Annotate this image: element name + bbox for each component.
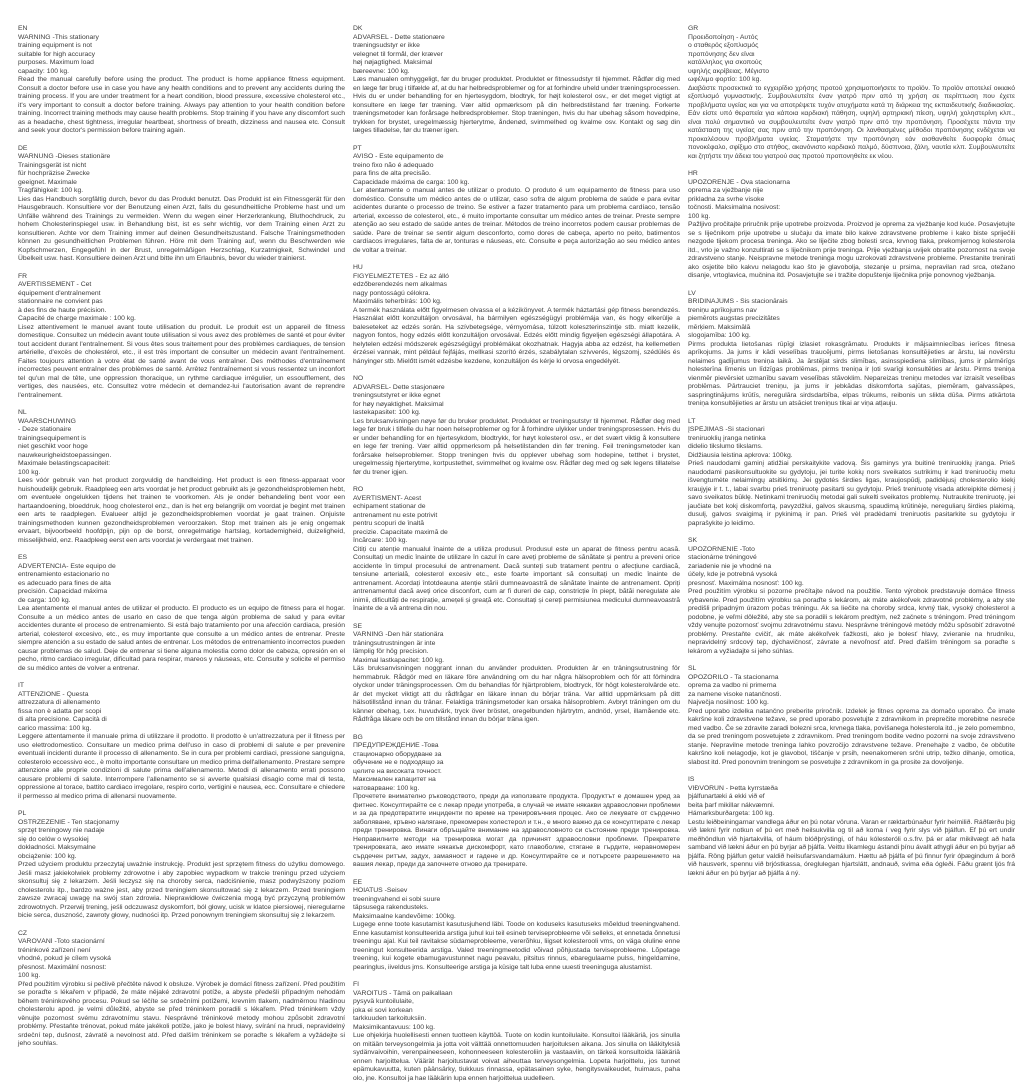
language-code: FR [18, 272, 28, 280]
warning-heading-line: edzőberendezés nem alkalmas [353, 281, 448, 288]
warning-heading-line: Maximális teherbírás: 100 kg. [353, 298, 442, 305]
warning-body-text: Lea atentamente el manual antes de utilizar el producto. El producto es un equipo de fitness para el hogar. Consulte a un médico antes de usarlo en caso de que tenga algún problema de salud y para evitar accidentes durante el proceso de entrenamiento. Si está bajo tratamiento por una afección cardiaca, presión arterial, colesterol excesivo, etc., es muy importante que consulte a un médico antes de entrenar. Preste siempre atención a su estado de salud antes de entrenar. Los métodos de entrenamiento incorrectos pueden causar problemas de salud. Deje de entrenar si tiene alguna molestia como dolor de cabeza, opresión en el pecho, ritmo cardiaco irregular, dificultad para respirar, mareos y náuseas, etc. Consulte y solicite el permiso de su médico antes de volver a entrenar. [18, 605, 345, 672]
language-code: RO [353, 486, 364, 493]
warning-heading-line: treino fixo não é adequado [353, 161, 434, 169]
language-code: BG [353, 733, 363, 741]
warning-heading-line: Προειδοποίηση - Αυτός [688, 33, 758, 41]
warning-heading [18, 819, 345, 862]
warning-heading [353, 153, 680, 187]
warning-heading [688, 298, 1015, 341]
warning-heading-line: echipament stationar de [353, 503, 426, 510]
warning-heading [18, 938, 345, 981]
warning-body-text: Læs manualen omhyggeligt, før du bruger produktet. Produktet er fitnessudstyr til hjemmet. Rådfør dig med en læge før brug i tilfælde af, at du har helbredsproblemer og for at forhindre uheld under træningsprocessen. Hvis du er under behandling for en hjertesygdom, blodtryk, for højt kolesterol osv., er det meget vigtigt at konsultere en læge før træning. Vær altid opmærksom på din helbredstilstand før træning. Forkerte træningsmetoder kan forårsage helbredsproblemer. Stop træningen, hvis du har ubehag såsom hovedpine, trykken for brystet, uregelmæssig hjerterytme, åndenød, svimmelhed og kvalme osv. Kontakt og søg din læges tilladelse, før du træner igen. [353, 76, 680, 134]
warning-heading-line: es adecuado para fines de alta [18, 579, 111, 587]
language-code: ES [18, 554, 28, 561]
warning-heading-line: lastekapasitet: 100 kg. [353, 409, 421, 416]
warning-heading-line: training equipment is not [18, 42, 93, 49]
warning-heading-line: обучение не е подходящо за [353, 759, 444, 766]
language-section-sk [688, 537, 1015, 656]
language-code: EE [353, 878, 363, 886]
warning-heading-line: натоварване: 100 kg. [353, 784, 420, 792]
warning-heading-line: VIÐVÖRUN - Þetta kyrrstæða [688, 784, 778, 792]
language-code: LV [688, 289, 696, 297]
warning-heading [688, 785, 1015, 819]
warning-heading [18, 281, 345, 324]
warning-heading-line: oprema za vježbanje nije [688, 187, 764, 194]
language-section-ro [353, 486, 680, 614]
warning-heading-line: stationnaire ne convient pas [18, 298, 103, 305]
warning-heading-line: целите на високата точност. [353, 767, 442, 775]
warning-heading-line: capacity: 100 kg. [18, 67, 70, 75]
warning-heading-line: stacionárne tréningové [688, 554, 757, 561]
warning-heading-line: oprema za vadbo ni primerna [688, 682, 777, 689]
warning-heading-line: încărcare: 100 kg. [353, 537, 408, 544]
warning-heading [353, 495, 680, 546]
warning-heading [18, 691, 345, 734]
warning-heading-line: tarkkuuden tarkoituksiin. [353, 1015, 427, 1022]
warning-heading-line: 100 kg. [688, 212, 711, 220]
warning-heading-line: de carga: 100 kg. [18, 596, 71, 604]
language-code: PT [353, 144, 362, 152]
language-code: LT [688, 417, 696, 425]
language-section-pt [353, 145, 680, 256]
language-section-se [353, 623, 680, 725]
language-code: NL [18, 409, 27, 416]
warning-heading [688, 34, 1015, 85]
warning-body-text: A termék használata előtt figyelmesen olvassa el a kézikönyvet. A termék háztartási gép fitness berendezés. Használat előtt konzultáljon orvosával, ha bármilyen egészségügyi problémája van, és hogy elkerülje a baleseteket az edzés során. Ha szívbetegsége, vérnyomása, túlzott koleszterinszintje stb. miatt kezelik, nagyon fontos, hogy edzés előtt konzultáljon orvosával. Edzés előtt mindig figyeljen egészségi állapotára. A helytelen edzési módszerek egészségügyi problémákat okozhatnak. Hagyja abba az edzést, ha kellemetlen érzései vannak, mint például fejfájás, mellkasi szorító érzés, szabálytalan szívverés, légszomj, szédülés és hányinger stb. Mielőtt ismét edzésbe kezdene, konzultáljon és kérje ki orvosa engedélyét. [353, 306, 680, 365]
warning-heading-line: fissa non è adatta per scopi [18, 707, 102, 715]
language-code: NO [353, 375, 364, 382]
warning-heading-line: ADVARSEL - Dette stationære [353, 33, 445, 41]
text-column [688, 25, 1015, 1016]
warning-heading-line: točnosti. Maksimalna nosivost: [688, 204, 781, 211]
warning-heading-line: nauwkeurigheidstoepassingen. [18, 451, 112, 459]
warning-heading-line: mērķiem. Maksimālā [688, 323, 751, 331]
language-code: SK [688, 537, 698, 544]
warning-heading-line: FIGYELMEZTETÉS - Ez az álló [353, 272, 449, 280]
warning-heading [353, 990, 680, 1033]
warning-heading-line: přesnost. Maximální nosnost: [18, 963, 107, 971]
warning-heading-line: OPOZORILO - Ta stacionarna [688, 673, 779, 681]
warning-heading-line: Maksimikantavuus: 100 kg. [353, 1023, 435, 1031]
language-code: IS [688, 776, 695, 783]
language-code: HU [353, 264, 363, 271]
warning-heading-line: HOIATUS -Seisev [353, 887, 408, 894]
warning-body-text: Läs bruksanvisningen noggrant innan du använder produkten. Produkten är en träningsutrustning för hemmabruk. Rådgör med en läkare före användning om du har några hälsoproblem och för att förhindra olyckor under träningsprocessen. Om du behandlas för hjärtproblem, blodtryck, för högt kolesterolvärde etc. är det mycket viktigt att du rådfrågar en läkare innan du börjar träna. Var alltid uppmärksam på ditt hälsotillstånd innan du tränar. Felaktiga träningsmetoder kan orsaka hälsoproblem. Avbryt träningen om du känner obehag, t.ex. huvudvärk, tryck över bröstet, oregelbunden hjärtrytm, andnöd, yrsel, illamående etc. Rådfråga läkare och be om tillstånd innan du börjar träna igen. [353, 665, 680, 723]
language-section-de [18, 145, 345, 264]
warning-heading-line: Maximal lastkapacitet: 100 kg. [353, 656, 445, 664]
language-code: FI [353, 981, 360, 988]
warning-heading-line: entrenamiento estacionario no [18, 571, 110, 578]
warning-heading-line: niet geschikt voor hoge [18, 443, 88, 450]
warning-heading-line: AVERTISSEMENT - Cet [18, 281, 92, 288]
warning-heading-line: slogojamība: 100 kg. [688, 332, 751, 339]
language-section-es [18, 554, 345, 673]
warning-heading-line: WAARSCHUWING [18, 417, 76, 425]
warning-body-text: Ler atentamente o manual antes de utilizar o produto. O produto é um equipamento de fitness para uso doméstico. Consulte um médico antes de o utilizar, caso sofra de algum problema de saúde e para evitar acidentes durante o processo de treino. Se estiver a fazer tratamento para um problema cardíaco, tensão arterial, excesso de colesterol, etc., é muito importante consultar um médico antes de treinar. Preste sempre atenção ao seu estado de saúde antes de treinar. Métodos de treino incorretos podem causar problemas de saúde. Pare de treinar se sentir algum desconforto, como dores de cabeça, aperto no peito, batimentos cardíacos irregulares, falta de ar, tonturas e náuseas, etc. Consulte e peça autorização ao seu médico antes de voltar a treinar. [353, 187, 680, 254]
warning-body-text: Pažljivo pročitajte priručnik prije upotrebe proizvoda. Proizvod je oprema za vježbanje kod kuće. Posavjetujte se s liječnikom prije upotrebe u slučaju da imate bilo kakve zdravstvene probleme i kako biste spriječili nezgode tijekom procesa treninga. Ako se liječite zbog bolesti srca, krvnog tlaka, prekomjernog kolesterola itd., vrlo je važno konzultirati se s liječnikom prije treninga. Prije vježbanja uvijek obratite pozornost na svoje zdravstveno stanje. Neispravne metode treninga mogu uzrokovati zdravstvene probleme. Prestanite trenirati ako osjetite bilo kakvu nelagodu kao što je glavobolja, stezanje u prsima, nepravilan rad srca, otežano disanje, vrtoglavica, mučnina itd. Posavjetujte se i tražite dopuštenje liječnika prije ponovnog vježbanja. [688, 221, 1015, 279]
warning-heading [18, 418, 345, 478]
warning-heading-line: treningsutstyret er ikke egnet [353, 392, 441, 399]
warning-heading-line: WARNUNG -Dieses stationäre [18, 153, 111, 160]
warning-heading-line: à des fins de haute précision. [18, 306, 107, 314]
warning-heading-line: velegnet til formål, der kræver [353, 50, 443, 58]
warning-heading-line: VAROVÁNÍ -Toto stacionární [18, 938, 105, 945]
language-section-no [353, 375, 680, 477]
warning-body-text: Před použitím výrobku si pečlivě přečtěte návod k obsluze. Výrobek je domácí fitness zařízení. Před použitím se poraďte s lékařem v případě, že máte nějaké zdravotní potíže, a abyste předešli případným nehodám během tréninkového procesu. Pokud se léčíte se srdečními potížemi, krevním tlakem, nadměrnou hladinou cholesterolu apod. je velmi důležité, abyste se před tréninkem poradili s lékařem. Před tréninkem vždy věnujte pozornost svému zdravotnímu stavu. Nesprávné tréninkové metody mohou způsobit zdravotní problémy. Přestaňte trénovat, pokud máte jakékoli potíže, jako je bolest hlavy, svírání na hrudi, nepravidelný srdeční tep, dušnost, závratě a nevolnost atd. Před dalším tréninkem se poraďte s lékařem a vyžádejte si jeho souhlas. [18, 980, 345, 1047]
language-code: SE [353, 622, 363, 630]
warning-heading-line: trainingsequipement is [18, 434, 87, 442]
language-section-it [18, 682, 345, 801]
warning-body-text: Pirms produkta lietošanas rūpīgi izlasiet rokasgrāmatu. Produkts ir mājsaimniecības ierīces fitnesa aprīkojums. Ja jums ir kādi veselības traucējumi, pirms lietošanas konsultējieties ar ārstu, lai novērstu nelaimes gadījumus treniņa laikā. Ja ārstējat sirds slimības, asinsspiediena slimības, jums ir pārmērīgs holesterīna līmenis un līdzīgas problēmas, pirms treniņa ir ļoti svarīgi konsultēties ar ārstu. Pirms treniņa vienmēr pievērsiet uzmanību savam veselības stāvoklim. Nepareizas treniņu metodes var izraisīt veselības problēmas. Pārtrauciet treniņu, ja jums ir jebkādas diskomforta sajūtas, piemēram, galvassāpes, saspringtinājums krūtīs, neregulāra sirdsdarbība, elpas trūkums, reibonis un slikta dūša. Pirms atkārtota treniņa konsultējieties ar ārstu un atsāciet treniņus tikai ar viņa atļauju. [688, 340, 1015, 407]
warning-heading-line: for høy nøyaktighet. Maksimal [353, 400, 444, 408]
warning-heading-line: UPOZORNENIE -Toto [688, 545, 755, 553]
language-code: DE [18, 144, 28, 152]
warning-heading [353, 742, 680, 793]
warning-heading-line: 100 kg. [18, 972, 41, 979]
language-section-sl [688, 665, 1015, 767]
warning-heading [688, 546, 1015, 589]
warning-body-text: Lue ohjekirja huolellisesti ennen tuotteen käyttöä. Tuote on kodin kuntoilulaite. Konsultoi lääkäriä, jos sinulla on mitään terveysongelmia ja jotta voit välttää onnettomuuden harjoituksen aikana. Jos sinulla on lääkityksiä sydänvaivoihin, verenpaineeseen, kohonneeseen kolesteroliin ja vastaaviin, on tärkeä konsultoida lääkäriä ennen harjoittelua. Väärät harjoitustavat voivat aiheuttaa terveysongelmia. Lopeta harjoittelu, jos tunnet epämukavuutta, kuten päänsärky, tiukkuus rinnassa, epätasainen syke, hengitysvaikeudet, huimaus, paha olo, jne. Konsultoi ja hae lääkärin lupa ennen harjoittelua uudelleen. [353, 1032, 680, 1082]
warning-heading-line: prikladna za svrhe visoke [688, 195, 765, 203]
warning-heading-line: Максимален капацитет на [353, 776, 436, 783]
warning-heading-line: OSTRZEŻENIE - Ten stacjonarny [18, 818, 120, 826]
warning-heading-line: joka ei sovi korkean [353, 1006, 413, 1014]
language-section-bg [353, 734, 680, 870]
warning-heading-line: beita þarf mikillar nákvæmni. [688, 801, 775, 809]
warning-heading-line: vhodné, pokud je cílem vysoká [18, 955, 111, 962]
warning-heading-line: ATTENZIONE - Questa [18, 690, 89, 698]
warning-heading-line: piemērots augstas precizitātes [688, 315, 780, 322]
warning-heading-line: ADVARSEL- Dette stasjonære [353, 383, 445, 391]
warning-heading-line: treeningvahend ei sobi suure [353, 895, 441, 903]
warning-heading-line: attrezzatura di allenamento [18, 699, 100, 706]
language-code: PL [18, 810, 27, 817]
language-code: DK [353, 25, 363, 32]
language-section-ee [353, 879, 680, 973]
warning-heading-line: AVISO - Este equipamento de [353, 153, 444, 160]
warning-heading-line: zariadenie nie je vhodné na [688, 562, 772, 570]
warning-heading-line: účely, kde je potrebná vysoká [688, 571, 778, 578]
warning-body-text: Lisez attentivement le manuel avant toute utilisation du produit. Le produit est un appareil de fitness domestique. Consultez un médecin avant toute utilisation si vous avez des problèmes de santé et pour éviter tout accident durant l'entraînement. Si vous êtes sous traitement pour des problèmes cardiaques, de tension artérielle, d'excès de cholestérol, etc., il est très important de consulter un médecin avant l'entraînement. Faites toujours attention à votre état de santé avant de vous entraîner. Des méthodes d'entraînement incorrectes peuvent entraîner des problèmes de santé. Arrêtez l'entraînement si vous ressentez un inconfort tel qu'un mal de tête, une oppression thoracique, un rythme cardiaque irrégulier, un essoufflement, des vertiges, des nausées, etc. Consultez votre médecin et demandez-lui l'autorisation avant de reprendre l'entraînement. [18, 323, 345, 399]
warning-heading-line: für hochpräzise Zwecke [18, 170, 90, 177]
warning-heading [353, 34, 680, 77]
warning-heading-line: Maximale belastingscapaciteit: [18, 460, 111, 467]
warning-heading-line: obciążenie: 100 kg. [18, 852, 77, 860]
warning-heading-line: sprzęt treningowy nie nadaje [18, 827, 105, 834]
warning-heading-line: Največja nosilnost: 100 kg. [688, 699, 769, 706]
warning-heading-line: træningsudstyr er ikke [353, 42, 420, 49]
language-section-hu [353, 264, 680, 366]
language-section-hr [688, 170, 1015, 281]
warning-body-text: Διαβάστε προσεκτικά το εγχειρίδιο χρήσης προτού χρησιμοποιήσετε το προϊόν. Το προϊόν αποτελεί οικιακό εξοπλισμό γυμναστικής. Συμβουλευτείτε έναν γιατρό πριν από τη χρήση σε περίπτωση που έχετε προβλήματα υγείας και για να αποτρέψετε τυχόν ατυχήματα κατά τη διάρκεια της εκπαιδευτικής διαδικασίας. Εάν είστε υπό θεραπεία για κάποια καρδιακή πάθηση, υψηλή αρτηριακή πίεση, υψηλή χοληστερίνη κλπ., είναι πολύ σημαντικό να συμβουλευτείτε έναν γιατρό πριν από την προπόνηση. Προσέχετε πάντα την κατάσταση της υγείας σας πριν από την προπόνηση. Οι λανθασμένες μέθοδοι προπόνησης ενδέχεται να προκαλέσουν προβλήματα υγείας. Σταματήστε την προπόνηση εάν αισθανθείτε δυσφορία όπως πονοκέφαλο, σφίξιμο στο στήθος, ακανόνιστο καρδιακό παλμό, δύσπνοια, ζάλη, ναυτία κλπ. Συμβουλευτείτε και ζητήστε την άδεια του γιατρού σας προτού προπονηθείτε εκ νέου. [688, 84, 1015, 160]
warning-heading-line: BRĪDINĀJUMS - Šis stacionārais [688, 298, 788, 305]
warning-heading-line: Didžiausia leistina apkrova: 100kg. [688, 451, 793, 459]
warning-heading [688, 426, 1015, 460]
warning-body-text: Pred uporabo izdelka natančno preberite priročnik. Izdelek je fitnes oprema za domačo uporabo. Če imate kakršne koli zdravstvene težave, se pred uporabo posvetujte z zdravnikom in preprečite morebitne nesreče med vadbo. Če se zdravite zaradi bolezni srca, krvnega tlaka, povišanega holesterola itd., je zelo pomembno, da se pred treningom posvetujete z zdravnikom. Pred treningom bodite vedno pozorni na svoje zdravstveno stanje. Nepravilne metode treninga lahko povzročijo zdravstvene težave. Prenehajte z vadbo, če občutite kakršno koli nelagodje, kot je glavobol, tiščanje v prsih, neenakomeren srčni utrip, težko dihanje, omotica, slabost itd. Pred ponovnim treningom se posvetujte z zdravnikom in ga prosite za dovoljenje. [688, 707, 1015, 766]
warning-heading-line: υψηλής ακρίβειας. Μέγιστο [688, 67, 769, 75]
language-section-nl [18, 409, 345, 545]
warning-heading-line: carico massima: 100 kg. [18, 724, 92, 732]
warning-heading-line: AVERTISMENT- Acest [353, 494, 422, 502]
language-section-is [688, 776, 1015, 878]
warning-heading-line: dokładności. Maksymalne [18, 844, 96, 851]
warning-body-text: Les bruksanvisningen nøye før du bruker produktet. Produktet er treningsutstyr til hjemmet. Rådfør deg med lege før bruk i tilfelle du har noen helseproblemer og for å forhindre ulykker under treningsprosessen. Hvis du er under behandling for en hjertesykdom, blodtrykk, for høyt kolesterol osv., er det svært viktig å konsultere en lege før trening. Vær alltid oppmerksom på helsetilstanden din før trening. Feil treningsmetoder kan forårsake helseproblemer. Stopp treningen hvis du opplever ubehag som hodepine, tetthet i brystet, uregelmessig hjerterytme, kortpustethet, svimmelhet og kvalme osv. Rådfør deg med og søk legens tillatelse før du trener igjen. [353, 417, 680, 476]
language-section-lt [688, 418, 1015, 529]
language-section-dk [353, 25, 680, 136]
warning-heading-line: ПРЕДУПРЕЖДЕНИЕ -Това [353, 742, 439, 749]
warning-heading-line: treniņu aprīkojums nav [688, 306, 757, 314]
warning-body-text: Lestu leiðbeiningarnar vandlega áður en þú notar vöruna. Varan er ræktarbúnaður fyrir heimilið. Ráðfærðu þig við lækni fyrir notkun ef þú ert með heilsukvilla og til að koma í veg fyrir slys við þjálfun. Ef þú ert undir meðhöndlun við hjartakvilla, of háum blóðþrýstingi, of háu kólesteróli o.s.frv. þá er afar mikilvægt að hafa samband við lækni áður en þú byrjar að þjálfa. Veittu líkamlegu ástandi þínu ávallt athygli áður en þú byrjar að þjálfa. Röng þjálfun getur valdið heilsufarsvandamálum. Hættu að þjálfa ef þú finnur fyrir óþægindum á borð við hausverk, spennu við brjóstkassa, óreglulegan hjartslátt, andnauð, svima eða ógleði. Fáðu grænt ljós frá lækni áður en þú byrjar að þjálfa á ný. [688, 818, 1015, 877]
warning-heading [18, 153, 345, 196]
language-section-lv [688, 290, 1015, 409]
warning-heading-line: nagy pontosságú célokra. [353, 289, 431, 297]
warning-heading-line: antrenament nu este potrivit [353, 511, 438, 519]
warning-heading-line: lämplig för hög precision. [353, 648, 429, 655]
warning-heading-line: pentru scopuri de înaltă [353, 520, 425, 527]
warning-heading-line: - Deze stationaire [18, 426, 72, 433]
language-code: GR [688, 25, 699, 32]
warning-heading [18, 563, 345, 606]
warning-heading-line: Capacidade máxima de carga: 100 kg. [353, 178, 470, 186]
language-code: HR [688, 170, 698, 177]
warning-heading-line: para fins de alta precisão. [353, 170, 431, 177]
warning-body-text: Прочетете внимателно ръководството, преди да използвате продукта. Продуктът е домашен уред за фитнес. Консултирайте се с лекар преди употреба, в случай че имате някакви здравословни проблеми и за да предотвратите инциденти по време на тренировъчния процес. Ако се лекувате от сърдечно заболяване, кръвно налягане, прекомерен холестерол и т.н., е много важно да се консултирате с лекар преди тренировка. Винаги обръщайте внимание на здравословното си състояние преди тренировка. Неправилните методи на тренировка могат да причинят здравословни проблеми. Прекратете тренировката, ако имате някакъв дискомфорт, като главоболие, стягане в гърдите, неравномерен сърдечен ритъм, задух, замаяност и гадене и др. Консултирайте се и потърсете разрешението на вашия лекар, преди да започнете отново да тренирате. [353, 793, 680, 868]
warning-heading [353, 384, 680, 418]
warning-heading-line: стационарно оборудване за [353, 750, 442, 758]
warning-heading-line: geeignet. Maximale [18, 178, 77, 186]
language-code: IT [18, 682, 25, 689]
warning-heading-line: za namene visoke natančnosti. [688, 690, 782, 698]
warning-heading [18, 34, 345, 77]
warning-heading-line: didelio tikslumo tikslams. [688, 443, 763, 450]
warning-heading-line: VARNING -Den här stationära [353, 631, 444, 638]
warning-heading-line: ĮSPĖJIMAS -Ši stacionari [688, 426, 765, 433]
warning-body-text: Lies das Handbuch sorgfältig durch, bevor du das Produkt benutzt. Das Produkt ist ein Fitnessgerät für den Hausgebrauch. Konsultiere vor der Benutzung einen Arzt, falls du gesundheitliche Probleme hast und um Unfälle während des Trainings zu vermeiden. Wenn du wegen einer Herzerkrankung, Bluthochdruck, zu hohem Cholesterinspiegel usw. in Behandlung bist, ist es sehr wichtig, vor dem Training einen Arzt zu konsultieren. Achte vor dem Training immer auf deinen Gesundheitszustand. Falsche Trainingsmethoden können zu gesundheitlichen Problemen führen. Höre mit dem Training auf, wenn du Beschwerden wie Kopfschmerzen, Engegefühl in der Brust, unregelmäßigen Herzschlag, Kurzatmigkeit, Schwindel und Übelkeit usw. hast. Konsultiere deinen Arzt und bitte ihn um Erlaubnis, bevor du wieder trainierst. [18, 195, 345, 262]
warning-heading-line: UPOZORENJE - Ova stacionarna [688, 178, 790, 186]
warning-heading-line: täpsusega rakendusteks. [353, 904, 429, 911]
warning-heading-line: ADVERTENCIA- Este equipo de [18, 562, 116, 570]
warning-heading [353, 631, 680, 665]
warning-heading-line: κατάλληλος για σκοπούς [688, 59, 762, 66]
warning-heading-line: presnosť. Maximálna nosnosť: 100 kg. [688, 579, 804, 587]
warning-heading-line: þjálfunartæki á ekki við ef [688, 793, 765, 800]
warning-heading-line: tréninkové zařízení není [18, 946, 91, 954]
warning-heading-line: WARNING -This stationary [18, 33, 99, 41]
warning-body-text: Read the manual carefully before using the product. The product is home appliance fitness equipment. Consult a doctor before use in case you have any health conditions and to prevent any accidents during the training process. If you are under treatment for a heart condition, blood pressure, excessive cholesterol etc., it's very important to consult a doctor before training. Always pay attention to your health condition before training. Incorrect training methods may cause health problems. Stop training if you have any discomfort such as a headache, chest tightness, irregular heartbeat, shortness of breath, dizziness and nausea etc. Consult and seek your doctor's permission before training again. [18, 76, 345, 134]
warning-heading-line: VAROITUS - Tämä on paikallaan [353, 989, 453, 997]
language-section-en [18, 25, 345, 136]
warning-heading-line: Maksimaalne kandevõime: 100kg. [353, 912, 456, 920]
warning-heading-line: suitable for high accuracy [18, 50, 96, 58]
text-column [18, 25, 345, 1047]
warning-heading-line: bæreevne: 100 kg. [353, 67, 410, 75]
language-code: SL [688, 665, 697, 672]
warning-heading-line: ωφέλιμο φορτίο: 100 kg. [688, 76, 762, 83]
warning-heading [353, 273, 680, 307]
warning-body-text: Citiți cu atenție manualul înainte de a utiliza produsul. Produsul este un aparat de fitness pentru acasă. Consultați un medic înainte de utilizare în cazul în care aveți probleme de sănătate și pentru a preveni orice accidente în timpul procesului de antrenament. Dacă sunteți sub tratament pentru o afecțiune cardiacă, tensiune arterială, colesterol excesiv etc., este foarte important să consultați un medic înainte de antrenament. Acordați întotdeauna atenție stării dumneavoastră de sănătate înainte de antrenament. Opriți antrenamentul dacă aveți orice disconfort, cum ar fi dureri de cap, constricție în piept, bătăi neregulate ale inimii, dificultăți de respirație, amețeli și greață etc. Consultați și cereți permisiunea medicului dumneavoastră înainte de a vă antrena din nou. [353, 545, 680, 612]
warning-heading [688, 674, 1015, 708]
warning-heading-line: προπόνησης δεν είναι [688, 50, 755, 58]
warning-body-text: Lees vóór gebruik van het product zorgvuldig de handleiding. Het product is een fitness-apparaat voor huishoudelijk gebruik. Raadpleeg een arts voordat je het product gebruikt als je gezondheidsproblemen hebt, om eventuele ongelukken tijdens het trainen te voorkomen. Als je onder behandeling bent voor een hartaandoening, bloeddruk, hoog cholesterol enz., dan is het erg belangrijk om voordat je begint met trainen een arts te raadplegen. Evalueer altijd je gezondheidsproblemen voordat je gaat trainen. Onjuiste trainingsmethoden kunnen gezondheidsproblemen veroorzaken. Stop met trainen als je enig ongemak ervaart, bijvoorbeeld hoofdpijn, pijn op de borst, onregelmatige hartslag, kortademigheid, duizeligheid, misselijkheid, enz. Raadpleeg eerst een arts voordat je verdergaat met trainen. [18, 477, 345, 544]
language-code: EN [18, 25, 28, 32]
warning-body-text: Pred použitím výrobku si pozorne prečítajte návod na použitie. Tento výrobok predstavuje domáce fitness vybavenie. Pred použitím výrobku sa poraďte s lekárom, ak máte akékoľvek zdravotné problémy, a aby ste predišli prípadným úrazom počas tréningu. Ak sa liečite na choroby srdca, krvný tlak, vysoký cholesterol a podobne, je veľmi dôležité, aby ste sa poradili s lekárom predtým, než začnete s tréningom. Pred tréningom vždy venujte pozornosť svojmu zdravotnému stavu. Nesprávne tréningové metódy môžu spôsobiť zdravotné problémy. Prestaňte cvičiť, ak máte akékoľvek ťažkosti, ako je bolesť hlavy, zvieranie na hrudníku, nepravidelný srdcový tep, dýchavičnosť, závrate a nevoľnosť atď. Pred ďalším tréningom sa poraďte s lekárom a vyžiadajte si jeho súhlas. [688, 588, 1015, 655]
warning-heading-line: precizie. Capacitate maximă de [353, 528, 448, 536]
warning-heading [688, 179, 1015, 222]
warning-heading-line: się do celów o wysokiej [18, 835, 89, 843]
warning-heading-line: ο σταθερός εξοπλισμός [688, 42, 759, 49]
warning-heading-line: Capacité de charge maximale : 100 kg. [18, 315, 136, 322]
language-section-pl [18, 810, 345, 921]
warning-heading-line: Tragfähigkeit: 100 kg. [18, 187, 84, 194]
warning-heading-line: équipement d'entraînement [18, 289, 101, 297]
language-code: CZ [18, 929, 28, 937]
language-section-fi [353, 981, 680, 1083]
warning-heading-line: 100 kg. [18, 468, 41, 476]
warning-heading-line: pysyvä kuntoilulaite, [353, 998, 414, 1005]
text-column [353, 25, 680, 1082]
warning-heading-line: di alta precisione. Capacità di [18, 716, 107, 723]
language-section-fr [18, 273, 345, 401]
warning-heading-line: träningsutrustningen är inte [353, 639, 436, 647]
warning-body-text: Lugege enne toote kasutamist kasutusjuhend läbi. Toode on koduseks kasutuseks mõeldud treeningvahend. Enne kasutamist konsulteerida arstiga juhul kui teil esineb terviseprobleeme või selleks, et ennetada õnnetusi treeningu ajal. Kui teil ravitakse südameprobleeme, vererõhku, liigset kolesterooli vms, on väga oluline enne treeningut konsulteerida arstiga. Valed treeningmeetodid võivad põhjustada terviseprobleeme. Lõpetage treening, kui kogete ebamugavustunnet nagu peavalu, pitsitus rinnus, ebaregulaarne pulss, hingeldamine, pearinglus, iiveldus jms. Konsulteerige arstiga ja küsige talt luba enne uuesti treeninguga alustamist. [353, 921, 680, 971]
warning-body-text: Leggere attentamente il manuale prima di utilizzare il prodotto. Il prodotto è un'attrezzatura per il fitness per uso elettrodomestico. Consultare un medico prima dell'uso in caso di problemi di salute e per prevenire eventuali incidenti durante il processo di allenamento. Se in cura per problemi cardiaci, pressione sanguigna, colesterolo eccessivo ecc., è molto importante consultare un medico prima dell'allenamento. Prestare sempre attenzione alle proprie condizioni di salute prima dell'allenamento. Metodi di allenamento errati possono causare problemi di salute. Interrompere l'allenamento se si avverte qualsiasi disagio come mal di testa, oppressione al torace, battito cardiaco irregolare, respiro corto, vertigini e nausea, ecc. Consultare e chiedere il permesso al medico prima di allenarsi nuovamente. [18, 733, 345, 800]
warning-heading-line: purposes. Maximum load [18, 59, 94, 66]
warning-body-text: Prieš naudodami gaminį atidžiai perskaitykite vadovą. Šis gaminys yra buitinė treniruoklių įranga. Prieš naudodami pasikonsultuokite su gydytoju, jei turite kokių nors sveikatos sutrikimų ir kad treniruočių metu išvengtumėte nelaimingų atsitikimų. Jei gydotės širdies ligas, kraujospūdį, padidėjusį cholesterolio kiekį kraujyje ir t. t., labai svarbu prieš treniruotę pasitarti su gydytoju. Prieš treniruotę visada atkreipkite dėmesį į savo sveikatos būklę. Netinkami treniruočių metodai gali sukelti sveikatos problemų. Nutraukite treniruotę, jei jaučiate bet kokį diskomfortą, pavyzdžiui, galvos skausmą, spaudimą krūtinėje, nereguliarų širdies plakimą, dusulį, galvos svaigimą ir pykinimą ir pan. Prieš vėl pradėdami treniruotis pasitarkite su gydytoju ir paprašykite jo leidimo. [688, 460, 1015, 527]
warning-heading-line: precisión. Capacidad máxima [18, 588, 108, 595]
language-section-cz [18, 930, 345, 1049]
warning-heading-line: Hámarksburðargeta: 100 kg. [688, 810, 775, 817]
warning-heading [353, 887, 680, 921]
warning-heading-line: treniruoklių įranga netinka [688, 434, 766, 442]
language-section-gr [688, 25, 1015, 161]
warning-heading-line: Trainingsgerät ist nicht [18, 161, 87, 169]
warning-body-text: Przed użyciem produktu przeczytaj uważnie instrukcję. Produkt jest sprzętem fitness do użytku domowego. Jeśli masz jakiekolwiek problemy zdrowotne i aby zapobiec wypadkom w trakcie treningu przed użyciem skonsultuj się z lekarzem. Jeśli leczysz się na choroby serca, nadciśnienie, masz podwyższony poziom cholesterolu itp., bardzo ważne jest, aby przed treningiem skonsultować się z lekarzem. Przed treningiem zawsze zwracaj uwagę na swój stan zdrowia. Nieprawidłowe ćwiczenia mogą być przyczyną problemów zdrowotnych. Przerwij trening, jeśli odczuwasz dyskomfort, ból głowy, ucisk w klatce piersiowej, nieregularne bicie serca, duszność, zawroty głowy, nudności itp. Przed ponownym treningiem skonsultuj się z lekarzem. [18, 861, 345, 919]
warning-heading-line: høj nøjagtighed. Maksimal [353, 59, 433, 66]
